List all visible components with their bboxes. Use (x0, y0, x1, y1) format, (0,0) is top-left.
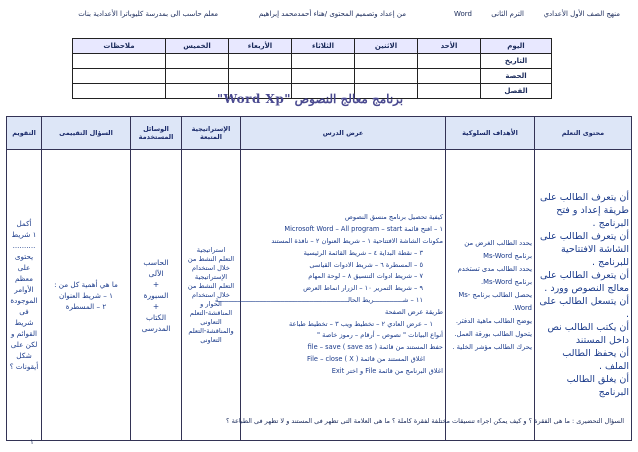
list-item: ٥ – المسطرة ٦ – شريط الادوات القياسى (309, 260, 423, 269)
col-sunday: الأحد (418, 39, 481, 54)
list-item: مكونات الشاشة الافتتاحية ١ – شريط العنوان ٢ – نافذة المستند (271, 237, 443, 246)
list-item: ٧ – شريط ادوات التنسيق ٨ – لوحة المهام (308, 272, 423, 281)
list-item: يوضح الطالب ماهية الدفتر. (455, 316, 532, 325)
list-item: يحصل الطالب برنامج Ms-Word. (458, 290, 532, 312)
lesson-plan-body-row (7, 150, 632, 441)
list-item: اغلاق البرنامج من قائمة File و اختر Exit (331, 366, 443, 375)
col-monday: الاثنين (355, 39, 418, 54)
tools-cell: الحاسب الآلى + السبورة + الكتاب المدرسى (131, 150, 182, 441)
content-cell (535, 150, 632, 441)
header-tools: الوسائل المستخدمة (131, 117, 182, 150)
col-thursday: الخميس (166, 39, 229, 54)
col-tuesday: الثلاثاء (292, 39, 355, 54)
list-item: كيفية تحصيل برنامج منسق النصوص (344, 213, 443, 222)
list-item: يحدد الطالب الغرض من برنامج Ms-Word (464, 238, 532, 260)
col-day: اليوم (481, 39, 552, 54)
lesson-plan-header-row (7, 117, 632, 150)
list-item: أن يتعرف الطالب على معالج النصوص وورد . (539, 270, 629, 294)
list-item: ١ – افتح قائمة Microsoft Word – All program – start (284, 225, 443, 234)
row-period-label: الحصة (481, 69, 552, 84)
list-item: ٣ – نقطة البداية ٤ – شريط القائمة الرئيسية (303, 248, 423, 257)
list-item: ٩ – شريط التمرير ١٠ – الزرار انماط العرض (303, 284, 423, 293)
list-item: أن يتسعل الطالب على . (539, 296, 629, 320)
list-item: يحدد الطالب مدى تستخدم برنامج Ms-Word. (457, 264, 532, 286)
row-date-label: التاريخ (481, 54, 552, 69)
list-item: يتحول الطالب بورقة العمل. (454, 329, 532, 338)
list-item: ١ – عرض العادي ٢ – تخطيط ويب ٣ – تخطيط طباعة (289, 319, 433, 328)
schedule-row (73, 54, 552, 69)
list-item: أن يحفظ الطالب الملف . (562, 348, 629, 372)
teacher-label: معلم حاسب الى بمدرسة كليوباترا الأعدادية بنات (78, 10, 218, 18)
list-item: يحرك الطالب مؤشر الخلية . (452, 342, 532, 351)
list-item: طريقة عرض الصفحة (384, 307, 443, 316)
list-item: أن يغلق الطالب البرنامج (566, 374, 629, 398)
header-objectives: الأهداف السلوكية (446, 117, 535, 150)
header-evaluation: التقويم (7, 117, 42, 150)
lesson-title: برنامج معالج النصوص "Word Xp" (216, 92, 404, 106)
page-header (18, 8, 620, 22)
schedule-table (72, 38, 552, 99)
header-content: محتوى التعلم (535, 117, 632, 150)
list-item: أن يكتب الطالب نص داخل المستند (547, 322, 629, 346)
evaluation-cell: أكمل ١ شريط .......... يحتوى على معظم الأوامر الموجودة فى شريط القوائم و لكن على شكل أيقونات ؟ (7, 150, 42, 441)
header-strategy: الإستراتيجية المتبعة (182, 117, 241, 150)
page-number: ١ (30, 438, 34, 446)
list-item: ١١ – شـــــــــــــــريط الحالـــــــــــــــــــــــــــــــــــــــــــــــــــــــــــــــــــة (215, 296, 423, 304)
objectives-cell (446, 150, 535, 441)
author-label: من إعداد وتصميم المحتوى /هناء أحمدمحمد إبراهيم (258, 10, 406, 18)
preparatory-question: السؤال التحضيرى : ما هى الفقرة ؟ و كيف يمكن اجراء تنسيقات مختلفة لفقرة كاملة ؟ ما هى العلامة التى تظهر فى المستند و لا تظهر فى الطباعة ؟ (226, 417, 624, 425)
list-item: أن يتعرف الطالب على الشاشة الافتتاحية للبرنامج . (539, 231, 629, 268)
list-item: اغلاق المستند من قائمة File – close ( X ) (306, 354, 425, 363)
list-item: حفظ المستند من قائمة file – save ( save as ) (307, 343, 443, 352)
question-cell: ما هي أهمية كل من : ١ – شريط العنوان ٢ – المسطرة (42, 150, 131, 441)
col-notes: ملاحظات (73, 39, 166, 54)
schedule-row (73, 69, 552, 84)
row-class-label: الفصل (481, 84, 552, 99)
lesson-plan-table (6, 116, 632, 441)
list-item: أن يتعرف الطالب على طريقة إعداد و فتح البرنامج . (539, 192, 629, 229)
subject-label: Word (454, 10, 472, 18)
header-question: السؤال التقييمى (42, 117, 131, 150)
list-item: أنواع البيانات " نصوص – أرقام – رموز خاصة " (317, 331, 443, 340)
strategy-cell: استراتيجية التعلم النشط من خلال استخدام الإستراتيجية التعلم النشط من خلال استخدام الحوار و المناقشة-التعلم التعاونى والمناقشة-التعلم التعاونى (182, 150, 241, 441)
schedule-header-row (73, 39, 552, 54)
header-lesson: عرض الدرس (241, 117, 446, 150)
curriculum-label: منهج الصف الأول الأعدادي (543, 10, 620, 18)
term-label: الترم الثانى (491, 10, 524, 18)
lesson-cell (215, 150, 446, 441)
col-wednesday: الأربعاء (229, 39, 292, 54)
